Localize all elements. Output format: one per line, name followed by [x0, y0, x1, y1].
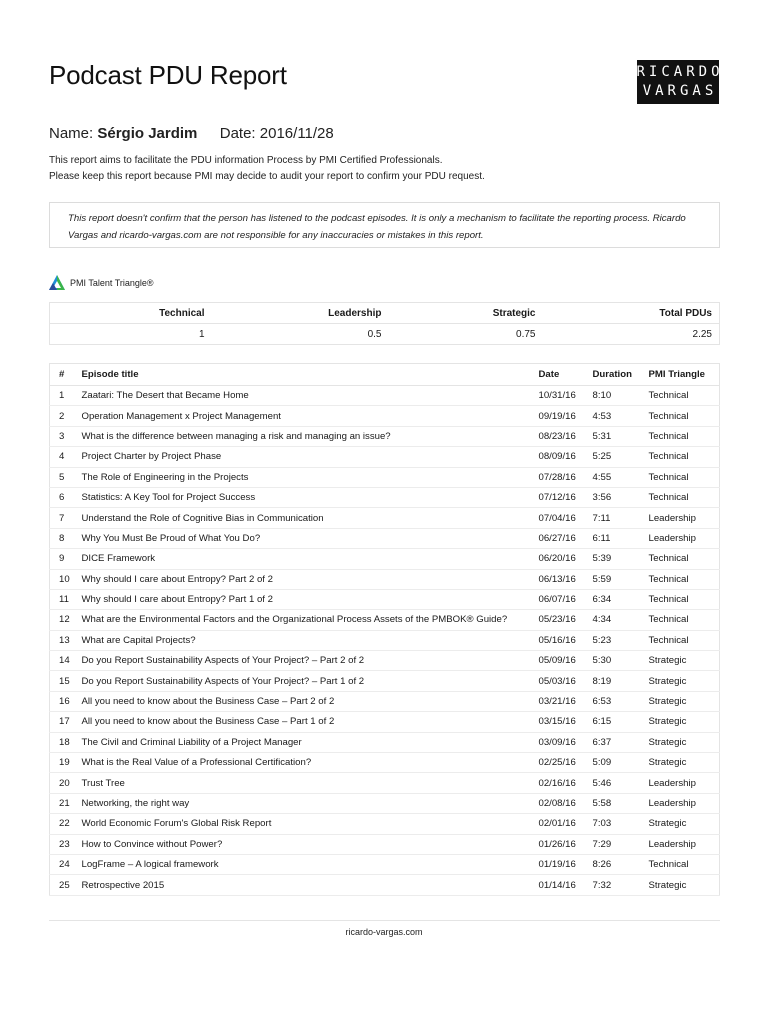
episode-number: 2 — [50, 406, 82, 426]
pdu-header-total: Total PDUs — [536, 303, 720, 324]
episode-title: Retrospective 2015 — [82, 875, 539, 895]
episode-title: Why should I care about Entropy? Part 2 of 2 — [82, 569, 539, 589]
table-row — [50, 569, 720, 589]
col-header-duration: Duration — [593, 364, 649, 386]
table-row — [50, 793, 720, 813]
episode-number: 20 — [50, 773, 82, 793]
col-header-triangle: PMI Triangle — [649, 364, 720, 386]
talent-triangle-label: PMI Talent Triangle® — [70, 278, 154, 288]
episode-duration: 7:32 — [593, 875, 649, 895]
episode-date: 08/09/16 — [539, 447, 593, 467]
table-row — [50, 691, 720, 711]
episode-date: 01/26/16 — [539, 834, 593, 854]
episode-date: 03/09/16 — [539, 732, 593, 752]
episode-title: DICE Framework — [82, 549, 539, 569]
logo-line-2: VARGAS — [642, 83, 718, 99]
episode-number: 14 — [50, 651, 82, 671]
name-date-row — [49, 125, 334, 142]
episode-number: 6 — [50, 487, 82, 507]
table-row — [50, 854, 720, 874]
date-value: 2016/11/28 — [259, 125, 334, 142]
page-title: Podcast PDU Report — [49, 60, 287, 90]
episode-triangle: Leadership — [649, 834, 720, 854]
episode-duration: 7:03 — [593, 814, 649, 834]
col-header-number: # — [50, 364, 82, 386]
episode-triangle: Technical — [649, 487, 720, 507]
episode-date: 05/03/16 — [539, 671, 593, 691]
table-row — [50, 549, 720, 569]
pdu-header-leadership: Leadership — [205, 303, 382, 324]
episode-date: 06/27/16 — [539, 528, 593, 548]
episode-date: 09/19/16 — [539, 406, 593, 426]
episode-number: 24 — [50, 854, 82, 874]
episode-title: Why You Must Be Proud of What You Do? — [82, 528, 539, 548]
intro-text — [49, 153, 485, 185]
table-row — [50, 467, 720, 487]
name-value: Sérgio Jardim — [97, 125, 198, 142]
episode-number: 10 — [50, 569, 82, 589]
episode-duration: 6:11 — [593, 528, 649, 548]
episode-title: The Civil and Criminal Liability of a Project Manager — [82, 732, 539, 752]
episode-triangle: Technical — [649, 549, 720, 569]
episode-number: 9 — [50, 549, 82, 569]
episode-duration: 4:55 — [593, 467, 649, 487]
talent-triangle-header — [49, 275, 154, 291]
episode-triangle: Technical — [649, 854, 720, 874]
episode-duration: 6:37 — [593, 732, 649, 752]
episode-date: 06/13/16 — [539, 569, 593, 589]
episode-title: World Economic Forum's Global Risk Report — [82, 814, 539, 834]
episode-number: 3 — [50, 426, 82, 446]
pdu-summary-value-row — [50, 324, 720, 345]
episode-number: 12 — [50, 610, 82, 630]
episode-duration: 8:19 — [593, 671, 649, 691]
episode-triangle: Technical — [649, 406, 720, 426]
episode-number: 22 — [50, 814, 82, 834]
episode-duration: 5:59 — [593, 569, 649, 589]
episode-number: 7 — [50, 508, 82, 528]
table-row — [50, 630, 720, 650]
episodes-table — [49, 363, 720, 896]
episode-title: What is the Real Value of a Professional Certification? — [82, 753, 539, 773]
episode-number: 23 — [50, 834, 82, 854]
episode-title: What are the Environmental Factors and the Organizational Process Assets of the PMBOK® Guide? — [82, 610, 539, 630]
pdu-summary-header-row — [50, 303, 720, 324]
episode-duration: 7:11 — [593, 508, 649, 528]
table-row — [50, 487, 720, 507]
episode-duration: 5:25 — [593, 447, 649, 467]
intro-line-1: This report aims to facilitate the PDU information Process by PMI Certified Professionals. — [49, 155, 443, 166]
episode-duration: 5:09 — [593, 753, 649, 773]
episode-triangle: Leadership — [649, 508, 720, 528]
table-row — [50, 875, 720, 895]
episode-triangle: Technical — [649, 426, 720, 446]
episode-triangle: Technical — [649, 447, 720, 467]
episode-duration: 6:15 — [593, 712, 649, 732]
name-label: Name: — [49, 125, 94, 142]
episode-title: Do you Report Sustainability Aspects of Your Project? – Part 2 of 2 — [82, 651, 539, 671]
episode-title: Understand the Role of Cognitive Bias in Communication — [82, 508, 539, 528]
episode-triangle: Technical — [649, 467, 720, 487]
episode-triangle: Technical — [649, 589, 720, 609]
episode-duration: 7:29 — [593, 834, 649, 854]
episode-triangle: Strategic — [649, 814, 720, 834]
episode-title: How to Convince without Power? — [82, 834, 539, 854]
pdu-value-technical: 1 — [50, 324, 205, 345]
episode-date: 10/31/16 — [539, 386, 593, 406]
episode-number: 13 — [50, 630, 82, 650]
episode-number: 18 — [50, 732, 82, 752]
pdu-header-technical: Technical — [50, 303, 205, 324]
table-row — [50, 671, 720, 691]
table-row — [50, 753, 720, 773]
episode-duration: 4:34 — [593, 610, 649, 630]
episode-triangle: Strategic — [649, 753, 720, 773]
episode-number: 25 — [50, 875, 82, 895]
episode-triangle: Leadership — [649, 793, 720, 813]
episode-duration: 3:56 — [593, 487, 649, 507]
pdu-value-strategic: 0.75 — [382, 324, 536, 345]
episode-triangle: Leadership — [649, 773, 720, 793]
pdu-header-strategic: Strategic — [382, 303, 536, 324]
table-row — [50, 508, 720, 528]
episode-title: Why should I care about Entropy? Part 1 of 2 — [82, 589, 539, 609]
episode-title: Networking, the right way — [82, 793, 539, 813]
episode-title: What are Capital Projects? — [82, 630, 539, 650]
episode-date: 08/23/16 — [539, 426, 593, 446]
episode-number: 11 — [50, 589, 82, 609]
episode-triangle: Technical — [649, 386, 720, 406]
episode-triangle: Strategic — [649, 671, 720, 691]
table-row — [50, 426, 720, 446]
episode-date: 07/28/16 — [539, 467, 593, 487]
disclaimer-box: This report doesn't confirm that the person has listened to the podcast episodes. It is only a mechanism to facilitate the reporting process. Ricardo Vargas and ricardo-vargas.com are not responsible for any inaccuracies or mistakes in this report. — [49, 202, 720, 248]
ricardo-vargas-logo — [636, 60, 724, 104]
episode-title: All you need to know about the Business Case – Part 1 of 2 — [82, 712, 539, 732]
intro-line-2: Please keep this report because PMI may decide to audit your report to confirm your PDU request. — [49, 171, 485, 182]
episode-duration: 5:39 — [593, 549, 649, 569]
episode-triangle: Strategic — [649, 691, 720, 711]
col-header-date: Date — [539, 364, 593, 386]
table-row — [50, 406, 720, 426]
episodes-header-row — [50, 364, 720, 386]
episode-date: 02/16/16 — [539, 773, 593, 793]
episode-number: 17 — [50, 712, 82, 732]
episode-date: 02/25/16 — [539, 753, 593, 773]
episode-title: Operation Management x Project Management — [82, 406, 539, 426]
episode-duration: 5:31 — [593, 426, 649, 446]
episode-duration: 6:34 — [593, 589, 649, 609]
table-row — [50, 589, 720, 609]
episode-number: 5 — [50, 467, 82, 487]
episode-title: What is the difference between managing a risk and managing an issue? — [82, 426, 539, 446]
date-label: Date: — [219, 125, 256, 142]
table-row — [50, 732, 720, 752]
table-row — [50, 834, 720, 854]
episodes-body — [50, 386, 720, 896]
episode-title: Statistics: A Key Tool for Project Success — [82, 487, 539, 507]
episode-number: 1 — [50, 386, 82, 406]
episode-triangle: Technical — [649, 610, 720, 630]
table-row — [50, 386, 720, 406]
episode-date: 05/23/16 — [539, 610, 593, 630]
episode-triangle: Strategic — [649, 651, 720, 671]
col-header-title: Episode title — [82, 364, 539, 386]
pdu-summary-table — [49, 302, 720, 345]
episode-duration: 5:58 — [593, 793, 649, 813]
episode-duration: 6:53 — [593, 691, 649, 711]
episode-date: 07/04/16 — [539, 508, 593, 528]
episode-duration: 8:26 — [593, 854, 649, 874]
table-row — [50, 610, 720, 630]
episode-title: The Role of Engineering in the Projects — [82, 467, 539, 487]
episode-title: Do you Report Sustainability Aspects of Your Project? – Part 1 of 2 — [82, 671, 539, 691]
episode-date: 02/08/16 — [539, 793, 593, 813]
table-row — [50, 447, 720, 467]
episode-number: 21 — [50, 793, 82, 813]
episode-date: 06/20/16 — [539, 549, 593, 569]
episode-title: LogFrame – A logical framework — [82, 854, 539, 874]
episode-date: 02/01/16 — [539, 814, 593, 834]
episode-date: 03/21/16 — [539, 691, 593, 711]
logo-line-1: RICARDO — [636, 64, 724, 80]
episode-date: 05/09/16 — [539, 651, 593, 671]
footer-link[interactable]: ricardo-vargas.com — [345, 927, 423, 937]
pdu-value-leadership: 0.5 — [205, 324, 382, 345]
episode-date: 05/16/16 — [539, 630, 593, 650]
episode-date: 06/07/16 — [539, 589, 593, 609]
episode-date: 01/14/16 — [539, 875, 593, 895]
table-row — [50, 814, 720, 834]
episode-date: 03/15/16 — [539, 712, 593, 732]
episode-date: 01/19/16 — [539, 854, 593, 874]
table-row — [50, 528, 720, 548]
episode-triangle: Strategic — [649, 712, 720, 732]
episode-number: 19 — [50, 753, 82, 773]
episode-number: 4 — [50, 447, 82, 467]
episode-title: All you need to know about the Business Case – Part 2 of 2 — [82, 691, 539, 711]
episode-number: 15 — [50, 671, 82, 691]
episode-title: Project Charter by Project Phase — [82, 447, 539, 467]
episode-duration: 5:46 — [593, 773, 649, 793]
episode-title: Trust Tree — [82, 773, 539, 793]
table-row — [50, 651, 720, 671]
footer-divider — [49, 920, 720, 921]
episode-triangle: Strategic — [649, 875, 720, 895]
episode-duration: 8:10 — [593, 386, 649, 406]
episode-triangle: Technical — [649, 630, 720, 650]
episode-number: 16 — [50, 691, 82, 711]
episode-duration: 5:23 — [593, 630, 649, 650]
episode-title: Zaatari: The Desert that Became Home — [82, 386, 539, 406]
pmi-talent-triangle-icon — [49, 275, 65, 292]
episode-triangle: Leadership — [649, 528, 720, 548]
episode-triangle: Technical — [649, 569, 720, 589]
episode-duration: 5:30 — [593, 651, 649, 671]
episode-triangle: Strategic — [649, 732, 720, 752]
table-row — [50, 712, 720, 732]
episode-date: 07/12/16 — [539, 487, 593, 507]
pdu-value-total: 2.25 — [536, 324, 720, 345]
episode-duration: 4:53 — [593, 406, 649, 426]
episode-number: 8 — [50, 528, 82, 548]
table-row — [50, 773, 720, 793]
